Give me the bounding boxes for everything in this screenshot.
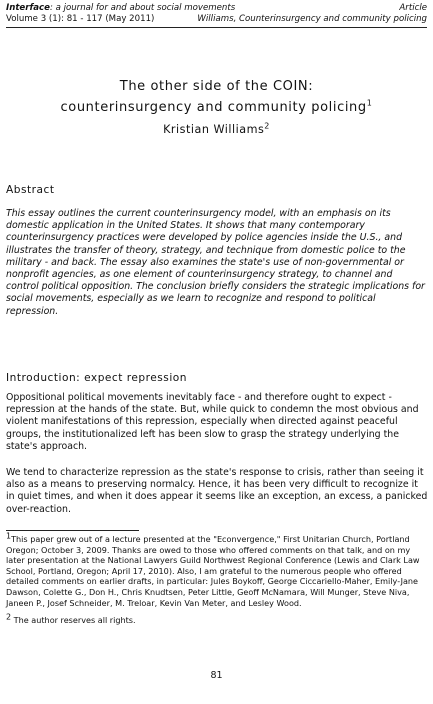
- article-title-line-2: counterinsurgency and community policing$^1$: [60, 98, 373, 115]
- title-footnote-ref[interactable]: 1: [366, 98, 373, 108]
- abstract-text: This essay outlines the current counterinsurgency model, with an emphasis on its domestic application in the United States. It shows that many contemporary counterinsurgency practices were developed by police agencies inside the U.S., and illustrates the transfer of theory, strategy, and technique from domestic police to the military - and back. The essay also examines the state's use of non-governmental or nonprofit agencies, as one element of counterinsurgency strategy, to channel and control political opposition. The conclusion briefly considers the strategic implications for social movements, especially as we learn to recognize and respond to political repression.: [6, 208, 425, 317]
- article-type: Article: [399, 3, 427, 13]
- footnote-1: [6, 531, 428, 608]
- footnote-text: The author reserves all rights.: [13, 615, 136, 625]
- header-rule: [6, 27, 427, 28]
- running-head: Williams, Counterinsurgency and community policing: [197, 14, 427, 24]
- abstract-heading: Abstract: [6, 184, 55, 196]
- body-paragraph: We tend to characterize repression as the state's response to crisis, rather than seeing it also as a means to preserving normalcy. Hence, it has been very difficult to recognize it in quiet times, and when it does appear it seems like an exception, an excess, a panicked over-reaction.: [6, 467, 428, 515]
- footnote-2: [6, 612, 428, 626]
- author-name: Kristian Williams$^2$: [163, 121, 270, 136]
- running-header-line-2: [6, 14, 427, 25]
- running-header-line-1: [6, 3, 427, 14]
- introduction-heading: Introduction: expect repression: [6, 372, 187, 384]
- footnote-number: 1: [6, 531, 12, 541]
- journal-title: Interface: a journal for and about social movements: [6, 3, 236, 13]
- page-number: 81: [210, 670, 223, 681]
- footnote-text: This paper grew out of a lecture presented at the "Econvergence," First Unitarian Church, Portland Oregon; October 3, 2009. Thanks are owed to those who offered comments on that talk, and on my later presentation at the National Lawyers Guild Northwest Regional Conference (Lewis and Clark Law School, Portland, Oregon; April 17, 2010). Also, I am grateful to the numerous people who offered detailed comments on earlier drafts, in particular: Jules Boykoff, George Ciccariello-Maher, Emily-Jane Dawson, Colette G., Don H., Chris Knudtsen, Peter Little, Geoff McNamara, Will Munger, Steve Niva, Janeen P., Josef Schneider, M. Treloar, Kevin Van Meter, and Lesley Wood.: [6, 534, 420, 608]
- body-paragraph: Oppositional political movements inevitably face - and therefore ought to expect - repression at the hands of the state. But, while quick to condemn the most obvious and violent manifestations of this repression, especially when directed against peaceful groups, the institutionalized left has been slow to grasp the strategy underlying the state's approach.: [6, 392, 419, 452]
- article-title-line-1: The other side of the COIN:: [119, 79, 314, 94]
- author-footnote-ref[interactable]: 2: [264, 121, 270, 131]
- volume-info: Volume 3 (1): 81 - 117 (May 2011): [6, 14, 155, 24]
- footnote-rule: [6, 530, 139, 531]
- footnote-number: 2: [6, 612, 12, 622]
